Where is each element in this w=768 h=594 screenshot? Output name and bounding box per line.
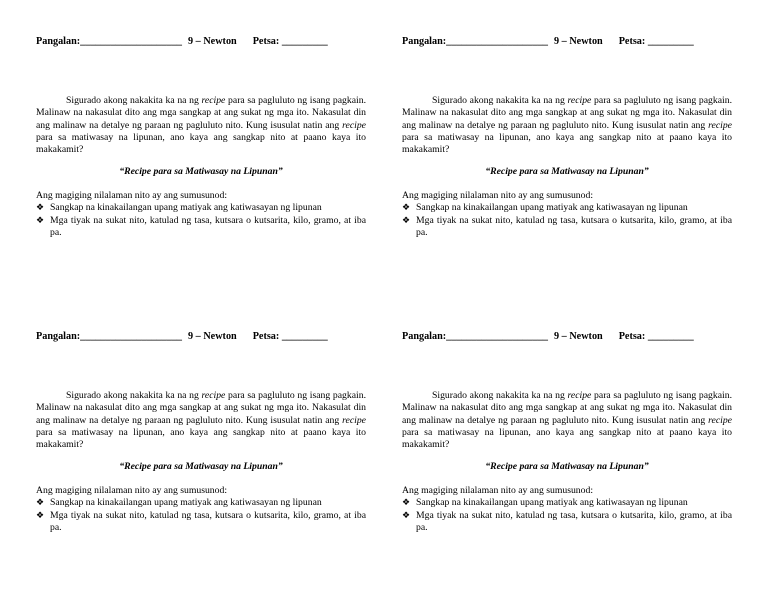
intro-text: Sigurado akong nakakita ka na ng: [66, 95, 202, 106]
section-label: 9 – Newton: [188, 331, 237, 342]
contents-intro: Ang magiging nilalaman nito ay ang sumusunod:: [36, 485, 228, 497]
intro-text: para sa pagluluto ng isang pagkain. Malinaw na nakasulat dito ang mga sangkap at ang sukat ng mga ito. Nakasulat din ang malinaw na detalye ng paraan ng pagluluto nito. Kung isusulat natin ang: [402, 390, 732, 426]
intro-text: Sigurado akong nakakita ka na ng: [432, 390, 568, 401]
intro-text: para sa pagluluto ng isang pagkain. Malinaw na nakasulat dito ang mga sangkap at ang sukat ng mga ito. Nakasulat din ang malinaw na detalye ng paraan ng pagluluto nito. Kung isusulat natin ang: [36, 95, 366, 131]
diamond-bullet-icon: ❖: [402, 203, 411, 214]
worksheet-header: [36, 331, 366, 345]
bullet-text: Sangkap na kinakailangan upang matiyak ang katiwasayan ng lipunan: [50, 202, 322, 214]
date-field-label: Petsa: _________: [252, 331, 328, 342]
recipe-word: recipe: [708, 414, 732, 426]
recipe-title: “Recipe para sa Matiwasay na Lipunan”: [485, 461, 649, 473]
list-item: [402, 510, 732, 535]
list-item: [402, 215, 732, 240]
worksheet-header: [36, 36, 366, 50]
contents-intro: Ang magiging nilalaman nito ay ang sumusunod:: [402, 190, 594, 202]
worksheet-header: [402, 36, 732, 50]
diamond-bullet-icon: ❖: [36, 215, 45, 226]
bullet-text: Sangkap na kinakailangan upang matiyak ang katiwasayan ng lipunan: [50, 497, 322, 509]
worksheet-card: [36, 331, 366, 534]
intro-text: Sigurado akong nakakita ka na ng: [432, 95, 568, 106]
name-field-label: Pangalan:____________________: [402, 36, 549, 47]
worksheet-header: [402, 331, 732, 345]
recipe-title: “Recipe para sa Matiwasay na Lipunan”: [485, 166, 649, 178]
bullet-text: Mga tiyak na sukat nito, katulad ng tasa, kutsara o kutsarita, kilo, gramo, at iba pa.: [416, 509, 732, 534]
date-field-label: Petsa: _________: [252, 36, 328, 47]
diamond-bullet-icon: ❖: [36, 498, 45, 509]
intro-paragraph: [36, 390, 366, 451]
recipe-title: “Recipe para sa Matiwasay na Lipunan”: [119, 461, 283, 473]
worksheet-card: [402, 36, 732, 239]
bullet-list: [36, 202, 366, 239]
diamond-bullet-icon: ❖: [402, 498, 411, 509]
intro-text: para sa matiwasay na lipunan, ano kaya ang sangkap nito at paano kaya ito makakamit?: [402, 426, 732, 451]
recipe-word: recipe: [342, 119, 366, 131]
recipe-word: recipe: [201, 95, 226, 106]
recipe-word: recipe: [708, 119, 732, 131]
recipe-title: “Recipe para sa Matiwasay na Lipunan”: [119, 166, 283, 178]
contents-intro: Ang magiging nilalaman nito ay ang sumusunod:: [402, 485, 594, 497]
section-label: 9 – Newton: [188, 36, 237, 47]
list-item: [36, 215, 366, 240]
intro-text: Sigurado akong nakakita ka na ng: [66, 390, 202, 401]
bullet-text: Mga tiyak na sukat nito, katulad ng tasa, kutsara o kutsarita, kilo, gramo, at iba pa.: [50, 509, 366, 534]
intro-text: para sa matiwasay na lipunan, ano kaya ang sangkap nito at paano kaya ito makakamit?: [402, 131, 732, 156]
bullet-text: Mga tiyak na sukat nito, katulad ng tasa, kutsara o kutsarita, kilo, gramo, at iba pa.: [416, 214, 732, 239]
list-item: [36, 510, 366, 535]
intro-text: para sa pagluluto ng isang pagkain. Malinaw na nakasulat dito ang mga sangkap at ang sukat ng mga ito. Nakasulat din ang malinaw na detalye ng paraan ng pagluluto nito. Kung isusulat natin ang: [36, 390, 366, 426]
bullet-list: [36, 497, 366, 534]
diamond-bullet-icon: ❖: [402, 510, 411, 521]
worksheet-card: [402, 331, 732, 534]
intro-paragraph: [402, 390, 732, 451]
bullet-text: Mga tiyak na sukat nito, katulad ng tasa, kutsara o kutsarita, kilo, gramo, at iba pa.: [50, 214, 366, 239]
intro-text: para sa matiwasay na lipunan, ano kaya ang sangkap nito at paano kaya ito makakamit?: [36, 131, 366, 156]
name-field-label: Pangalan:____________________: [36, 36, 183, 47]
section-label: 9 – Newton: [554, 36, 603, 47]
recipe-word: recipe: [567, 390, 592, 401]
list-item: [36, 202, 366, 214]
list-item: [402, 202, 732, 214]
bullet-text: Sangkap na kinakailangan upang matiyak ang katiwasayan ng lipunan: [416, 202, 688, 214]
diamond-bullet-icon: ❖: [36, 203, 45, 214]
bullet-list: [402, 497, 732, 534]
worksheet-card: [36, 36, 366, 239]
name-field-label: Pangalan:____________________: [36, 331, 183, 342]
list-item: [36, 497, 366, 509]
diamond-bullet-icon: ❖: [36, 510, 45, 521]
list-item: [402, 497, 732, 509]
date-field-label: Petsa: _________: [618, 331, 694, 342]
contents-intro: Ang magiging nilalaman nito ay ang sumusunod:: [36, 190, 228, 202]
bullet-list: [402, 202, 732, 239]
intro-paragraph: [36, 95, 366, 156]
recipe-word: recipe: [342, 414, 366, 426]
intro-paragraph: [402, 95, 732, 156]
recipe-word: recipe: [567, 95, 592, 106]
recipe-word: recipe: [201, 390, 226, 401]
intro-text: para sa pagluluto ng isang pagkain. Malinaw na nakasulat dito ang mga sangkap at ang sukat ng mga ito. Nakasulat din ang malinaw na detalye ng paraan ng pagluluto nito. Kung isusulat natin ang: [402, 95, 732, 131]
section-label: 9 – Newton: [554, 331, 603, 342]
diamond-bullet-icon: ❖: [402, 215, 411, 226]
name-field-label: Pangalan:____________________: [402, 331, 549, 342]
date-field-label: Petsa: _________: [618, 36, 694, 47]
intro-text: para sa matiwasay na lipunan, ano kaya ang sangkap nito at paano kaya ito makakamit?: [36, 426, 366, 451]
bullet-text: Sangkap na kinakailangan upang matiyak ang katiwasayan ng lipunan: [416, 497, 688, 509]
